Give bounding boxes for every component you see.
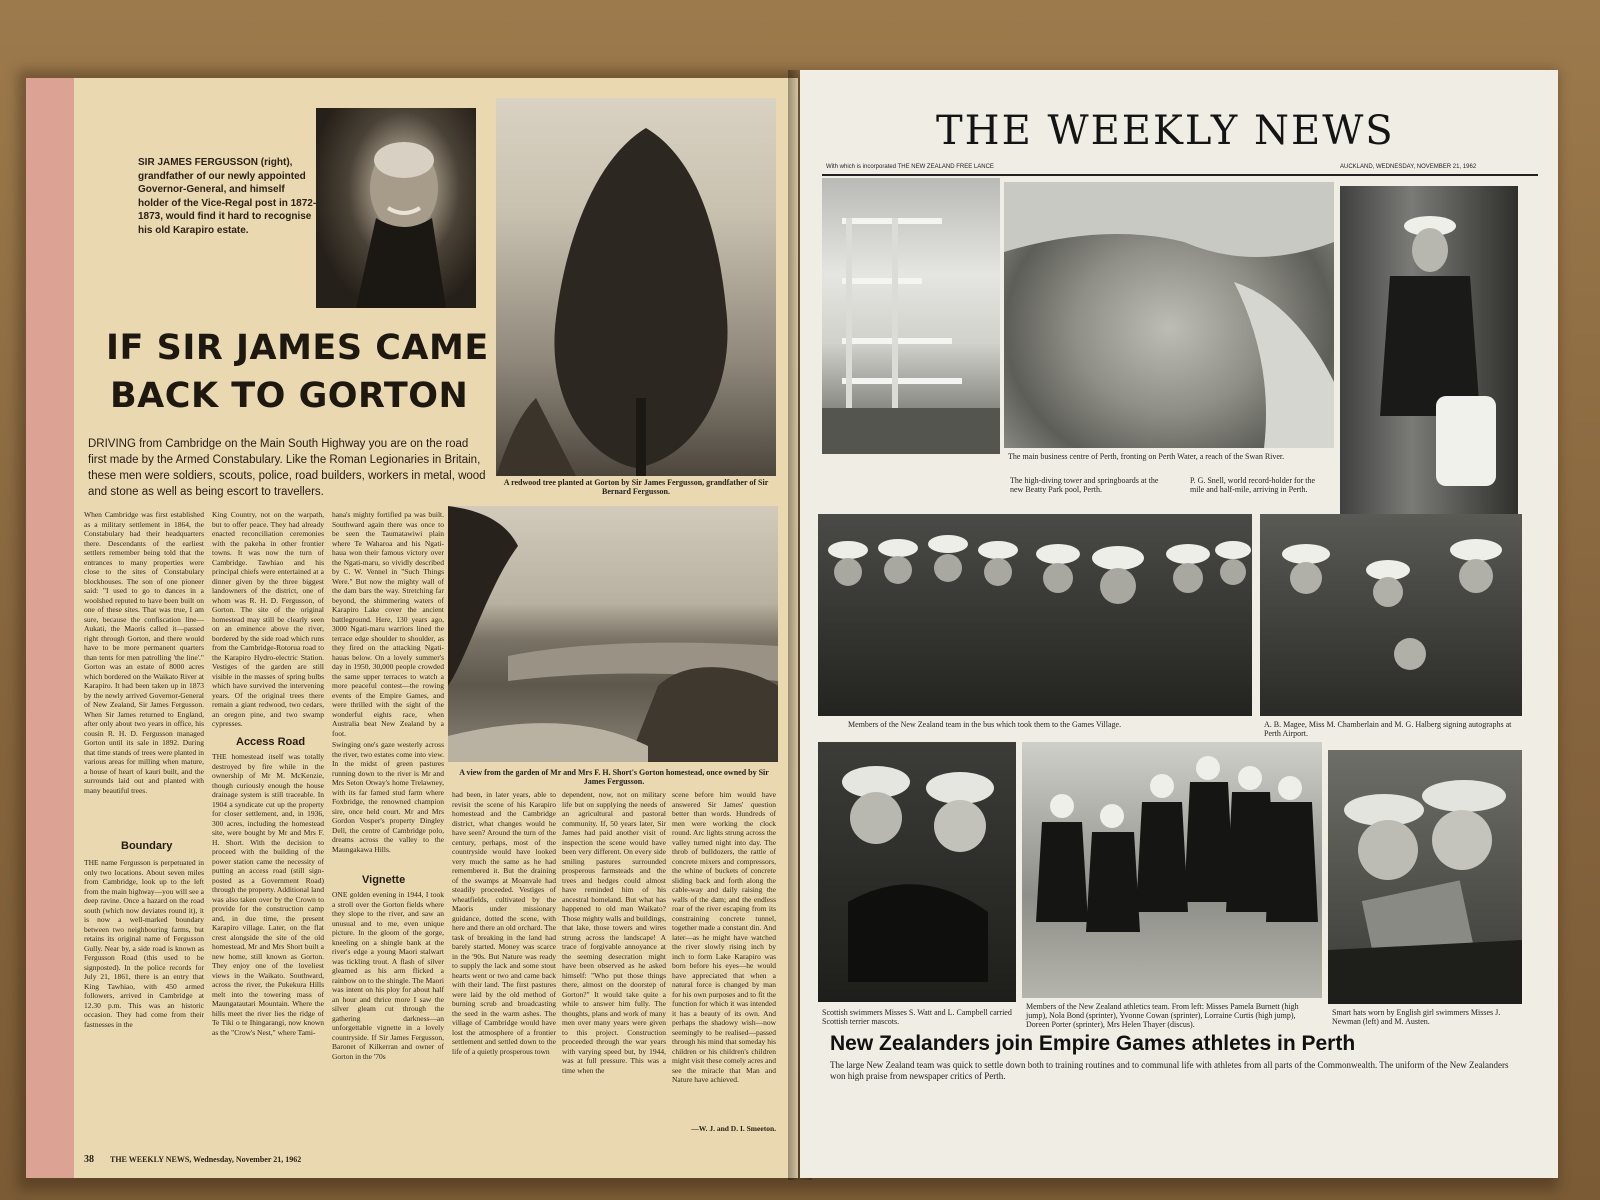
article-col-3: hana's mighty fortified pa was built. Southward again there was once to be seen the Taumatawiwi plain where Te Waharoa and his Ngati-haua won their famous victory over the Ngati-maru, so vividly described by C. W. Vennel in "Such Things Were." But now the mighty wall of the dam bars the way. Stretching far beyond, the shimmering waters of Karapiro Lake cover the ancient battleground. Here, 130 years ago, 3000 Ngati-maru warriors lined the terrace edge shoulder to shoulder, as they fired on the attacking Ngati-hauas below. On a lovely summer's day in 1950, 30,000 people crowded the same upper terraces to watch a more peaceful contest—the rowing events of the Empire Games, and were thrilled with the sight of the wonderful eights race, when Australia beat New Zealand by a foot.	[332, 510, 444, 738]
caption-tree: A redwood tree planted at Gorton by Sir James Fergusson, grandfather of Sir Bernard Fergusson.	[503, 478, 769, 496]
portrait-photo	[316, 108, 476, 308]
athletics-team-photo	[1022, 742, 1322, 998]
redwood-tree-photo	[496, 98, 776, 476]
signoff: —W. J. and D. I. Smeeton.	[691, 1124, 776, 1133]
caption-diving: The high-diving tower and springboards at the new Beatty Park pool, Perth.	[1010, 476, 1159, 494]
caption-autographs: A. B. Magee, Miss M. Chamberlain and M. G. Halberg signing autographs at Perth Airport.	[1264, 720, 1512, 738]
team-bus-photo	[818, 514, 1252, 716]
article-col-1b: THE name Fergusson is perpetuated in only two locations. About seven miles from Cambridge, look up to the left from the main highway—you will see a deep ravine. Once a hazard on the road south (which now deviates round it), it is now a well-marked boundary between two neighbouring farms, but retains its original name of Fergusson Gully. Near by, a side road is known as Fergusson Road (this used to be signposted). In the police records for July 21, 1861, there is an entry that King Tawhiao, with 450 armed followers, arrived in Cambridge at 12.30 p.m. This was an historic occasion. They had come from their fastnesses in the	[84, 858, 204, 1029]
right-story: The large New Zealand team was quick to settle down both to training routines and to communal life with athletes from all parts of the Commonwealth. The uniform of the New Zealanders won high praise from newspaper critics of Perth.	[830, 1060, 1509, 1081]
footer-text: THE WEEKLY NEWS, Wednesday, November 21, 1962	[110, 1155, 302, 1164]
masthead: THE WEEKLY NEWS	[936, 108, 1395, 154]
caption-perth: The main business centre of Perth, fronting on Perth Water, a reach of the Swan River.	[1008, 452, 1285, 461]
subhead-access-road: Access Road	[236, 736, 306, 748]
left-page	[26, 78, 798, 1178]
article-col-6: scene before him would have answered Sir James' question better than words. Hundreds of men were working the clock round. Arc lights strung across the valley turned night into day. The throb of bulldozers, the rattle of concrete mixers and compressors, the whine of buckets of concrete sliding back and forth along the cable-way and daily raising the walls of the dam; and the endless roar of the river escaping from its constraining concrete tunnel, together made a constant din. And later—as he might have watched the river slowly rising inch by inch to form Lake Karapiro was born before his eyes—he would have appreciated that when a natural force is changed by man for his own purposes and to fit the function for which it was intended it has a beauty of its own. And perhaps the shadowy wish—now seemingly to be realised—passed through his mind that someday his children or his children's children might visit these comely acres and see the miracle that Man and Nature have achieved.	[672, 790, 776, 1084]
autographs-photo	[1260, 514, 1522, 716]
article-col-2b: THE homestead itself was totally destroyed by fire while in the ownership of Mr M. McKenzie, though curiously enough the house drainage system is still traceable. In 1904 a syndicate cut up the property for closer settlement, and, in 1936, 300 acres, including the homestead site, were bought by Mr and Mrs F. H. Short. With the decision to proceed with the building of the power station came the necessity of putting an access road (still sign-posted as a Government Road) through the property. Additional land was also taken over by the Crown to provide for the construction camp and, in due time, the present Karapiro village. Later, on the flat crest alongside the site of the old homestead, Mr and Mrs Short built a new home, still known as Gorton. They enjoy one of the loveliest views in the Waikato. Southward, across the river, the Pukekura Hills melt into the towering mass of Maungatautari Mountain. Where the hills meet the river lies the ridge of Te Tiki o te Ihingarangi, now known as the "Crow's Nest," where Tami-	[212, 752, 324, 1037]
right-page	[800, 70, 1558, 1178]
lead-paragraph: DRIVING from Cambridge on the Main South Highway you are on the road first made by the Armed Constabulary. Like the Roman Legionaries in Britain, these men were soldiers, scouts, police, road builders, workers in metal, wood and stone as well as being escort to travellers.	[88, 438, 486, 498]
scottish-swimmers-photo	[818, 742, 1016, 1002]
article-col-1: When Cambridge was first established as a military settlement in 1864, the Constabulary had their headquarters there. Descendants of the earliest settlers remember being told that the entrances to many properties were close to the sites of Constabulary blockhouses. The son of one pioneer said: "I used to go to dances in a woolshed reputed to have been built on one of these sites. That was true, I am sure, because the confiscation line—Aukati, the Maoris called it—passed right through Gorton, and there would have to be more permanent quarters than tents for men patrolling 'the line'." Gorton was an estate of 8000 acres which bordered on the Waikato River at Karapiro. It had been taken up in 1873 by the newly arrived Governor-General of New Zealand, Sir James Fergusson. When Sir James returned to England, after only about two years in office, his cousin R. H. D. Fergusson managed Gorton until its sale in 1892. During that time stands of trees were planted in various areas for milling when mature, a house of heart of kauri built, and the surrounds laid out and planted with many beautiful trees.	[84, 510, 204, 795]
masthead-rule	[822, 174, 1538, 176]
article-col-3c: ONE golden evening in 1944, I took a stroll over the Gorton fields where they slope to the river, and saw an unusual and to me, even unique picture. In the gloom of the gorge, kneeling on a shingle bank at the river's edge a young Maori stalwart was tickling trout. A flash of silver gleamed as his arm flicked a rainbow on to the shingle. The Maori was intent on his ploy for about half an hour and thrice more I saw the silver gleam cut through the gathering darkness—an unforgettable vignette in a lovely countryside. If Sir James Fergusson, Baronet of Kilkerran and owner of Gorton in the '70s	[332, 890, 444, 1061]
caption-athletics: Members of the New Zealand athletics team. From left: Misses Pamela Burnett (high jump), Nola Bond (sprinter), Yvonne Cowan (sprinter), Lorraine Curtis (high jump), Doreen Porter (sprinter), Mrs Helen Thayer (discus).	[1026, 1002, 1299, 1029]
article-col-3b: Swinging one's gaze westerly across the river, two estates come into view. In the midst of green pastures running down to the river is Mr and Mrs Seton Otway's home Trelawney, with its far famed stud farm where Foxbridge, the renowned champion sire, once held court. Mr and Mrs Gordon Vosper's property Dingley Dell, the centre of Cambridge polo, dreams across the valley to the Maungakawa Hills.	[332, 740, 444, 854]
article-col-2: King Country, not on the warpath, but to offer peace. They had already enacted reconciliation ceremonies with the pakeha in other frontier towns. It was now the turn of Cambridge. Tawhiao and his principal chiefs were entertained at a dinner given by the three biggest landowners of the district, one of whom was R. H. D. Fergusson, of Gorton. The site of the original homestead may still be clearly seen on an eminence above the river, bordered by the side road which runs from the Cambridge-Rotorua road to the Karapiro Hydro-electric Station. Vestiges of the garden are still visible in the masses of spring bulbs which have survived the intervening years. Of the original trees there remain a giant redwood, two cedars, an oregon pine, and two swamp cypresses.	[212, 510, 324, 728]
pink-page-edge	[26, 78, 74, 1178]
subhead-boundary: Boundary	[121, 840, 173, 852]
headline-line1: IF SIR JAMES CAME	[106, 328, 489, 368]
english-swimmers-photo	[1328, 750, 1522, 1004]
caption-scottish: Scottish swimmers Misses S. Watt and L. Campbell carried Scottish terrier mascots.	[822, 1008, 1012, 1026]
footer-page-number: 38	[84, 1154, 94, 1165]
caption-english-hats: Smart hats worn by English girl swimmers Misses J. Newman (left) and M. Austen.	[1332, 1008, 1501, 1026]
garden-view-photo	[448, 506, 778, 762]
right-headline: New Zealanders join Empire Games athletes in Perth	[830, 1032, 1356, 1055]
article-col-4: had been, in later years, able to revisit the scene of his Karapiro homestead and the Cambridge district, what changes would he have seen? Around the turn of the century, perhaps, most of the countryside would have looked very much the same as he had remembered it. But the draining of the swamps at Moanvale had steadily proceeded. Vestiges of wheatfields, cultivated by the Maoris under missionary guidance, dotted the scene, with here and there an old orchard. The task of breaking in the land had barely started. Money was scarce in the '90s. But Nature was ready to supply the lack and some stout hearts went or two and came back with their land. The first pastures were laid by the old method of burning scrub and broadcasting the seed in the warm ashes. The village of Cambridge would have lost the atmosphere of a frontier settlement and settled down to the life of a quietly prosperous town	[452, 790, 556, 1056]
article-col-5: dependent, now, not on military life but on supplying the needs of an agricultural and pastoral community. If, 50 years later, Sir James had paid another visit of inspection the scene would have been very different. On every side smiling pastures surrounded prosperous farmsteads and the trees and hedges could almost have reminded him of his ancestral homeland. But what has happened to old man Waikato? Those mighty walls and buildings, that lake, those towers and wires strung across the landscape! A trace of forgivable annoyance at the seeming desecration might have been observed as he asked himself: "Who put those things there, almost on the doorstep of Gorton?" It would take quite a while to answer him fully. The thoughts, plans and work of many men over many years were given to this project. Construction proceeded through the war years with varying speed but, by 1944, was at full pressure. This was a time when the	[562, 790, 666, 1075]
caption-snell: P. G. Snell, world record-holder for the mile and half-mile, arriving in Perth.	[1190, 476, 1316, 494]
perth-aerial-photo	[1004, 182, 1334, 448]
masthead-subline: With which is incorporated THE NEW ZEALAND FREE LANCE	[826, 164, 994, 170]
headline-line2: BACK TO GORTON	[110, 376, 469, 416]
subhead-vignette: Vignette	[362, 874, 406, 886]
snell-arriving-photo	[1340, 186, 1518, 516]
caption-bus: Members of the New Zealand team in the bus which took them to the Games Village.	[848, 720, 1122, 729]
intro-caption: SIR JAMES FERGUSSON (right), grandfather of our newly appointed Governor-General, and himself holder of the Vice-Regal post in 1872-1873, would find it hard to recognise his old Karapiro estate.	[138, 157, 317, 236]
dateline: AUCKLAND, WEDNESDAY, NOVEMBER 21, 1962	[1340, 164, 1477, 170]
diving-tower-photo	[822, 178, 1000, 454]
caption-garden-view: A view from the garden of Mr and Mrs F. H. Short's Gorton homestead, once owned by Sir James Fergusson.	[459, 768, 769, 786]
